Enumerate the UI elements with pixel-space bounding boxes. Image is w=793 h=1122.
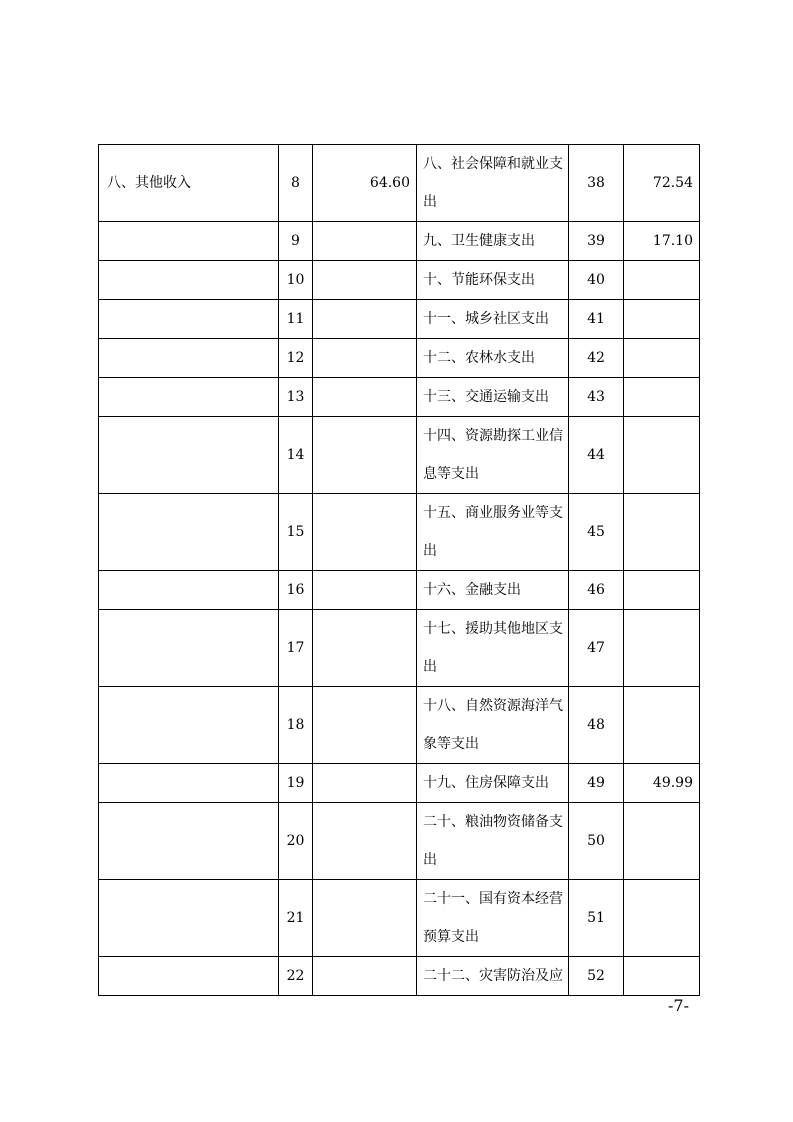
table-row [99,145,700,222]
table-row [99,803,700,880]
table-row [99,417,700,494]
income-line-cell: 12 [279,339,313,378]
income-item-cell [99,300,279,339]
expense-amount-cell [624,339,700,378]
expense-amount-cell: 17.10 [624,222,700,261]
income-amount-cell [313,300,417,339]
income-item-cell [99,417,279,494]
expense-item-cell: 八、社会保障和就业支出 [417,145,569,222]
expense-amount-cell [624,571,700,610]
income-amount-cell [313,610,417,687]
expense-item-cell: 十七、援助其他地区支出 [417,610,569,687]
expense-line-cell: 38 [569,145,624,222]
income-item-cell [99,764,279,803]
table-row [99,339,700,378]
expense-line-cell: 44 [569,417,624,494]
expense-line-cell: 51 [569,880,624,957]
expense-line-cell: 52 [569,957,624,996]
expense-item-cell: 二十一、国有资本经营预算支出 [417,880,569,957]
expense-amount-cell [624,378,700,417]
income-amount-cell [313,417,417,494]
income-line-cell: 13 [279,378,313,417]
expense-item-cell: 十二、农林水支出 [417,339,569,378]
income-item-cell [99,803,279,880]
expense-line-cell: 50 [569,803,624,880]
table-row [99,494,700,571]
income-amount-cell [313,339,417,378]
income-line-cell: 16 [279,571,313,610]
income-amount-cell [313,803,417,880]
income-line-cell: 8 [279,145,313,222]
expense-amount-cell [624,687,700,764]
income-amount-cell [313,378,417,417]
expense-amount-cell [624,610,700,687]
expense-line-cell: 43 [569,378,624,417]
income-line-cell: 14 [279,417,313,494]
expense-item-cell: 十九、住房保障支出 [417,764,569,803]
table-row [99,571,700,610]
expense-line-cell: 47 [569,610,624,687]
expense-item-cell: 十四、资源勘探工业信息等支出 [417,417,569,494]
expense-line-cell: 46 [569,571,624,610]
income-line-cell: 21 [279,880,313,957]
page-number: -7- [668,996,689,1015]
expense-item-cell: 十六、金融支出 [417,571,569,610]
expense-item-cell: 十、节能环保支出 [417,261,569,300]
expense-line-cell: 41 [569,300,624,339]
expense-item-cell: 十五、商业服务业等支出 [417,494,569,571]
expense-amount-cell: 49.99 [624,764,700,803]
table-row [99,610,700,687]
table-row [99,222,700,261]
income-amount-cell: 64.60 [313,145,417,222]
income-item-cell [99,261,279,300]
income-amount-cell [313,261,417,300]
expense-item-cell: 二十、粮油物资储备支出 [417,803,569,880]
budget-table-body [99,145,700,996]
income-amount-cell [313,571,417,610]
income-amount-cell [313,687,417,764]
expense-amount-cell [624,957,700,996]
income-amount-cell [313,222,417,261]
income-item-cell [99,687,279,764]
expense-item-cell: 十三、交通运输支出 [417,378,569,417]
table-row [99,261,700,300]
expense-line-cell: 45 [569,494,624,571]
income-item-cell [99,610,279,687]
expense-line-cell: 49 [569,764,624,803]
income-item-cell: 八、其他收入 [99,145,279,222]
income-line-cell: 18 [279,687,313,764]
budget-table [98,144,700,996]
expense-item-cell: 九、卫生健康支出 [417,222,569,261]
expense-line-cell: 48 [569,687,624,764]
income-item-cell [99,222,279,261]
table-row [99,957,700,996]
income-line-cell: 10 [279,261,313,300]
expense-item-cell: 十八、自然资源海洋气象等支出 [417,687,569,764]
income-item-cell [99,571,279,610]
income-line-cell: 22 [279,957,313,996]
expense-amount-cell [624,803,700,880]
income-line-cell: 20 [279,803,313,880]
income-item-cell [99,339,279,378]
income-line-cell: 9 [279,222,313,261]
expense-amount-cell [624,300,700,339]
expense-line-cell: 40 [569,261,624,300]
income-item-cell [99,880,279,957]
income-line-cell: 19 [279,764,313,803]
expense-amount-cell [624,261,700,300]
expense-amount-cell [624,417,700,494]
expense-line-cell: 39 [569,222,624,261]
income-line-cell: 15 [279,494,313,571]
expense-amount-cell [624,880,700,957]
income-item-cell [99,957,279,996]
income-item-cell [99,378,279,417]
table-row [99,300,700,339]
income-line-cell: 11 [279,300,313,339]
expense-amount-cell: 72.54 [624,145,700,222]
expense-item-cell: 二十二、灾害防治及应 [417,957,569,996]
income-amount-cell [313,957,417,996]
income-line-cell: 17 [279,610,313,687]
expense-item-cell: 十一、城乡社区支出 [417,300,569,339]
expense-amount-cell [624,494,700,571]
income-item-cell [99,494,279,571]
expense-line-cell: 42 [569,339,624,378]
table-row [99,880,700,957]
income-amount-cell [313,880,417,957]
income-amount-cell [313,764,417,803]
table-row [99,764,700,803]
income-amount-cell [313,494,417,571]
table-row [99,687,700,764]
table-row [99,378,700,417]
